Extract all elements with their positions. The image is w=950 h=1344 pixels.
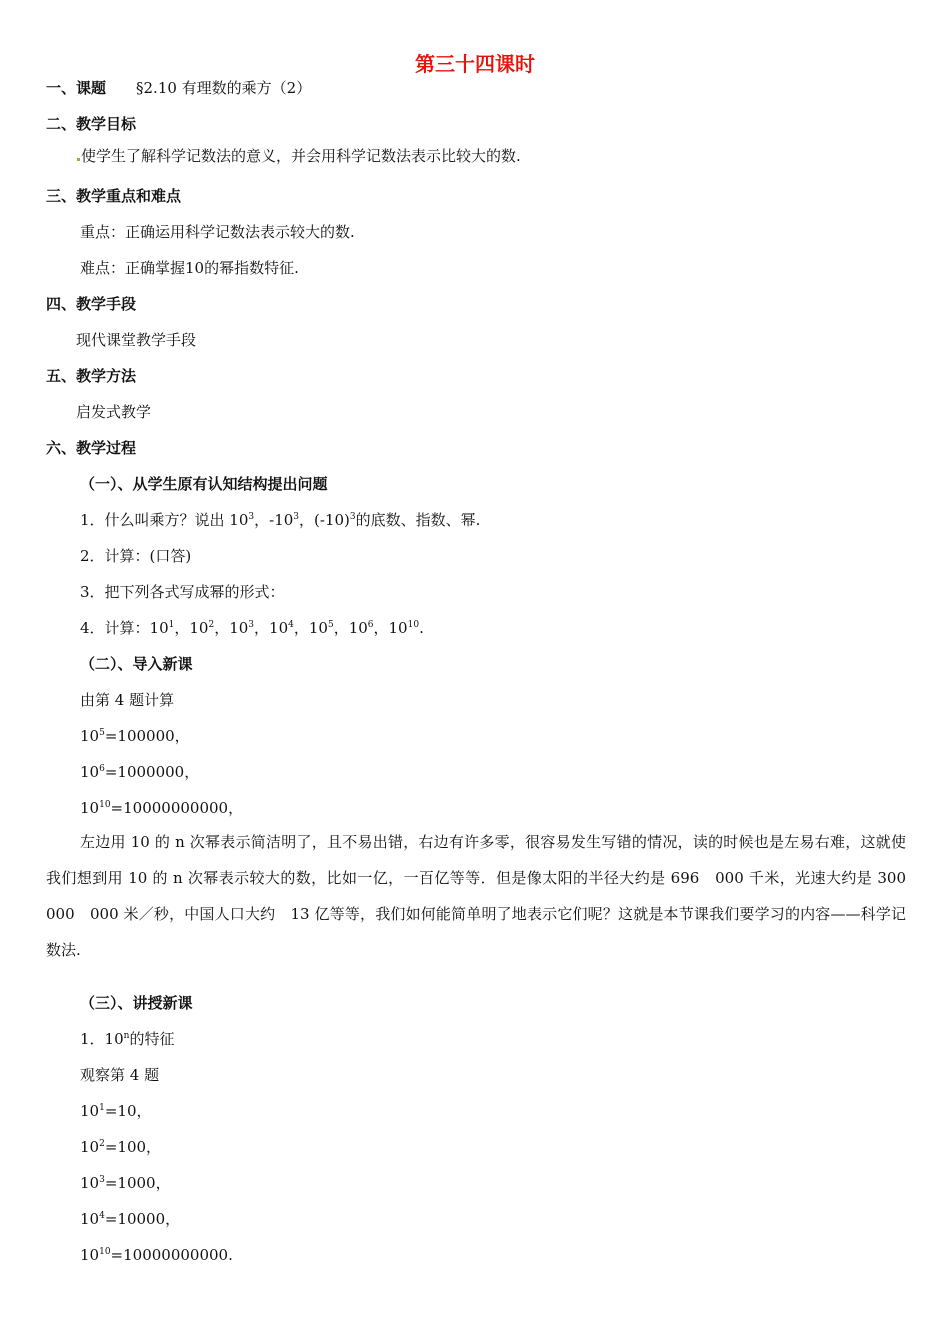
sub1-exponent: n (123, 1031, 130, 1041)
q1-text-a: 1．什么叫乘方？说出 10 (80, 511, 249, 529)
section-method-heading: 五、教学方法 (46, 367, 137, 385)
sub1-text-b: 的特征 (129, 1030, 175, 1048)
q4-exponent: 6 (367, 620, 374, 630)
power-exponent: 1 (99, 1103, 105, 1113)
q1-text-d: 的底数、指数、幂. (355, 511, 481, 529)
equation-line (80, 726, 190, 746)
q1-text-b: ，-10 (254, 511, 294, 529)
power-row (80, 1209, 180, 1229)
question-1 (80, 510, 480, 530)
goal-text: 使学生了解科学记数法的意义，并会用科学记数法表示比较大的数. (81, 147, 521, 165)
power-exponent: 3 (99, 1175, 105, 1185)
means-text: 现代课堂教学手段 (76, 331, 197, 349)
goal-text-line (76, 146, 521, 166)
equation-base: 10 (80, 727, 100, 745)
q4-sep: ，10 (333, 619, 368, 637)
power-exponent: 10 (99, 1247, 111, 1257)
q4-exponent: 5 (327, 620, 334, 630)
power-value: =10， (104, 1102, 152, 1120)
q4-sep: ，10 (373, 619, 408, 637)
power-base: 10 (80, 1246, 100, 1264)
equation-exponent: 10 (99, 800, 111, 810)
power-base: 10 (80, 1210, 100, 1228)
equation-base: 10 (80, 799, 100, 817)
section-means-heading: 四、教学手段 (46, 295, 137, 313)
power-value: =10000， (104, 1210, 181, 1228)
part2-intro: 由第 4 题计算 (80, 691, 175, 709)
q1-exponent-2: 3 (293, 512, 300, 522)
q1-text-c: ，(-10) (299, 511, 350, 529)
q4-sep: ，10 (293, 619, 328, 637)
equation-value: =1000000， (104, 763, 200, 781)
part3-heading: （三）、讲授新课 (80, 994, 193, 1012)
power-row (80, 1173, 171, 1193)
question-2: 2．计算：(口答) (80, 547, 192, 565)
equation-value: =100000， (104, 727, 190, 745)
equation-value: =10000000000， (110, 799, 244, 817)
q1-exponent-3: 3 (349, 512, 356, 522)
question-3: 3．把下列各式写成幂的形式： (80, 583, 285, 601)
intro-paragraph: 左边用 10 的 n 次幂表示简洁明了，且不易出错，右边有许多零，很容易发生写错的情况，读的时候也是左易右难，这就使我们想到用 10 的 n 次幂表示较大的数，比如一亿，一百亿等等．但是像太阳的半径大约是 696 000 千米，光速大约是 300 000 000 米／秒，中国人口大约 13 亿等等，我们如何能简单明了地表示它们呢？这就是本节课我们要学习的内容——科学记数法. (46, 833, 922, 959)
section-topic (46, 78, 311, 98)
marker-dot (77, 158, 80, 161)
q4-exponent: 3 (248, 620, 255, 630)
equation-exponent: 5 (99, 728, 105, 738)
equation-exponent: 6 (99, 764, 105, 774)
section-keypoints-heading: 三、教学重点和难点 (46, 187, 182, 205)
power-base: 10 (80, 1174, 100, 1192)
part2-heading: （二）、导入新课 (80, 655, 193, 673)
q4-exponent: 1 (168, 620, 175, 630)
difficult-point-text: 难点：正确掌握10的幂指数特征. (80, 259, 299, 277)
section-goal-heading: 二、教学目标 (46, 115, 137, 133)
q4-sep: ，10 (174, 619, 209, 637)
sub-heading-1 (80, 1029, 174, 1049)
question-4 (80, 618, 424, 638)
section-topic-label: 一、课题 (46, 79, 107, 97)
power-row (80, 1137, 161, 1157)
q4-end: . (419, 619, 424, 637)
q4-sep: ，10 (254, 619, 289, 637)
q4-text: 4．计算：10 (80, 619, 169, 637)
power-base: 10 (80, 1102, 100, 1120)
power-exponent: 2 (99, 1139, 105, 1149)
q1-exponent-1: 3 (248, 512, 255, 522)
power-exponent: 4 (99, 1211, 105, 1221)
power-row (80, 1245, 233, 1265)
equation-line (80, 762, 199, 782)
topic-text: §2.10 有理数的乘方（2） (136, 79, 312, 97)
q4-sep: ，10 (214, 619, 249, 637)
part1-heading: （一）、从学生原有认知结构提出问题 (80, 475, 328, 493)
key-point-text: 重点：正确运用科学记数法表示较大的数. (80, 223, 355, 241)
power-value: =100， (104, 1138, 162, 1156)
power-value: =1000， (104, 1174, 171, 1192)
equation-line (80, 798, 243, 818)
power-value: =10000000000. (110, 1246, 233, 1264)
equation-base: 10 (80, 763, 100, 781)
section-process-heading: 六、教学过程 (46, 439, 137, 457)
q4-exponent: 10 (407, 620, 420, 630)
method-text: 启发式教学 (76, 403, 152, 421)
observe-text: 观察第 4 题 (80, 1066, 160, 1084)
page-title: 第三十四课时 (415, 52, 535, 76)
power-row (80, 1101, 151, 1121)
q4-exponent: 2 (208, 620, 215, 630)
power-base: 10 (80, 1138, 100, 1156)
q4-exponent: 4 (288, 620, 294, 630)
sub1-text-a: 1．10 (80, 1030, 124, 1048)
